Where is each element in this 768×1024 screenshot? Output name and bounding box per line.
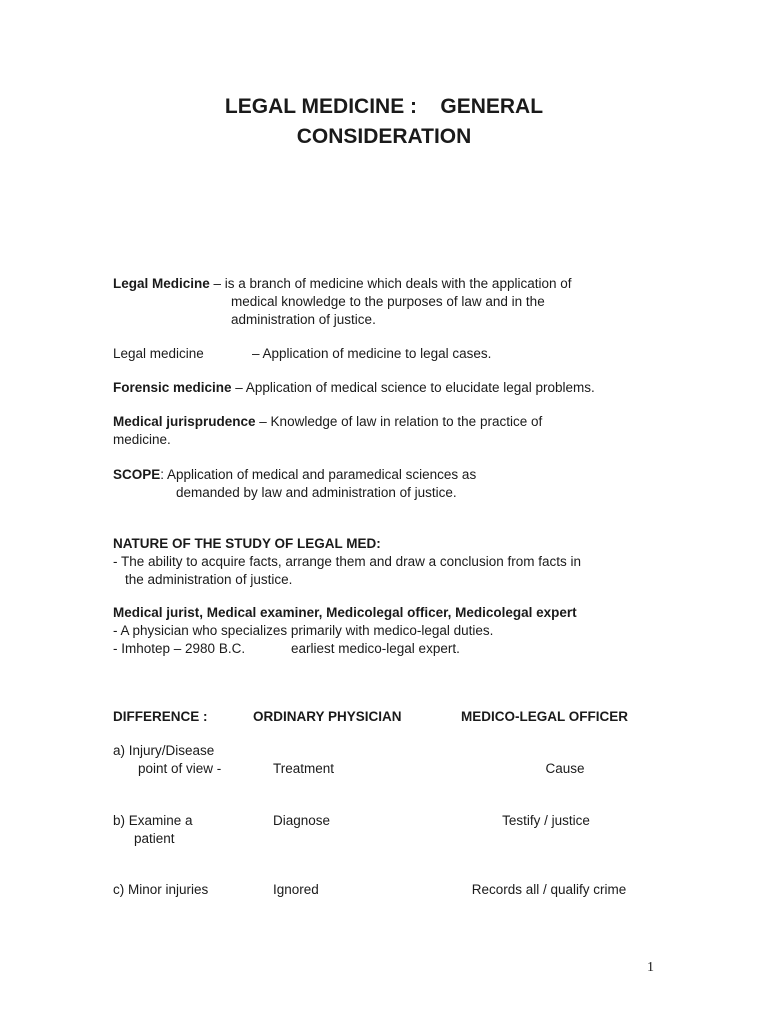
title-line-1: LEGAL MEDICINE : GENERAL xyxy=(224,95,544,118)
medical-jurist-text-2a: - Imhotep – 2980 B.C. xyxy=(113,641,246,656)
nature-heading: NATURE OF THE STUDY OF LEGAL MED: xyxy=(113,536,381,551)
row-physician-cell: Diagnose xyxy=(273,813,331,828)
title-line-2: CONSIDERATION xyxy=(296,125,472,148)
legal-medicine-def-2: – Application of medicine to legal cases. xyxy=(252,346,492,361)
medical-jurisprudence-text-1: – Knowledge of law in relation to the practice of xyxy=(255,414,543,429)
row-label-line-1: b) Examine a xyxy=(113,813,193,828)
medical-jurisprudence-text-2: medicine. xyxy=(113,432,171,447)
medical-jurist-heading: Medical jurist, Medical examiner, Medicolegal officer, Medicolegal expert xyxy=(113,605,577,620)
forensic-medicine-text: – Application of medical science to elucidate legal problems. xyxy=(231,380,595,395)
row-officer-cell: Testify / justice xyxy=(502,813,590,828)
scope-text-1: : Application of medical and paramedical sciences as xyxy=(160,467,477,482)
medical-jurist-text-2b: earliest medico-legal expert. xyxy=(291,641,460,656)
medical-jurisprudence-term: Medical jurisprudence xyxy=(113,414,256,429)
legal-medicine-text-1: – is a branch of medicine which deals with the application of xyxy=(209,276,572,291)
legal-medicine-definition xyxy=(113,275,572,293)
legal-medicine-term: Legal Medicine xyxy=(113,276,210,291)
difference-header: DIFFERENCE : xyxy=(113,709,208,724)
row-label-line-1: c) Minor injuries xyxy=(113,882,209,897)
legal-medicine-text-2: medical knowledge to the purposes of law and in the xyxy=(231,294,545,309)
forensic-medicine-definition xyxy=(113,379,595,397)
row-officer-cell: Records all / qualify crime xyxy=(471,882,627,897)
forensic-medicine-term: Forensic medicine xyxy=(113,380,232,395)
row-label-line-2: patient xyxy=(134,831,175,846)
scope-definition xyxy=(113,466,476,484)
legal-medicine-text-3: administration of justice. xyxy=(231,312,376,327)
medical-jurist-text-1: - A physician who specializes primarily with medico-legal duties. xyxy=(113,623,494,638)
page-title xyxy=(0,92,768,152)
row-physician-cell: Ignored xyxy=(273,882,319,897)
medical-jurisprudence-definition xyxy=(113,413,542,431)
legal-medicine-term-2: Legal medicine xyxy=(113,346,204,361)
nature-text-1: - The ability to acquire facts, arrange them and draw a conclusion from facts in xyxy=(113,554,581,569)
scope-text-2: demanded by law and administration of justice. xyxy=(176,485,457,500)
ordinary-physician-header: ORDINARY PHYSICIAN xyxy=(253,709,402,724)
nature-text-2: the administration of justice. xyxy=(125,572,293,587)
page-number: 1 xyxy=(647,960,654,975)
row-label-line-2: point of view - xyxy=(138,761,222,776)
row-officer-cell: Cause xyxy=(545,761,585,776)
scope-term: SCOPE xyxy=(113,467,161,482)
row-physician-cell: Treatment xyxy=(273,761,335,776)
row-label-line-1: a) Injury/Disease xyxy=(113,743,215,758)
medico-legal-officer-header: MEDICO-LEGAL OFFICER xyxy=(461,709,628,724)
